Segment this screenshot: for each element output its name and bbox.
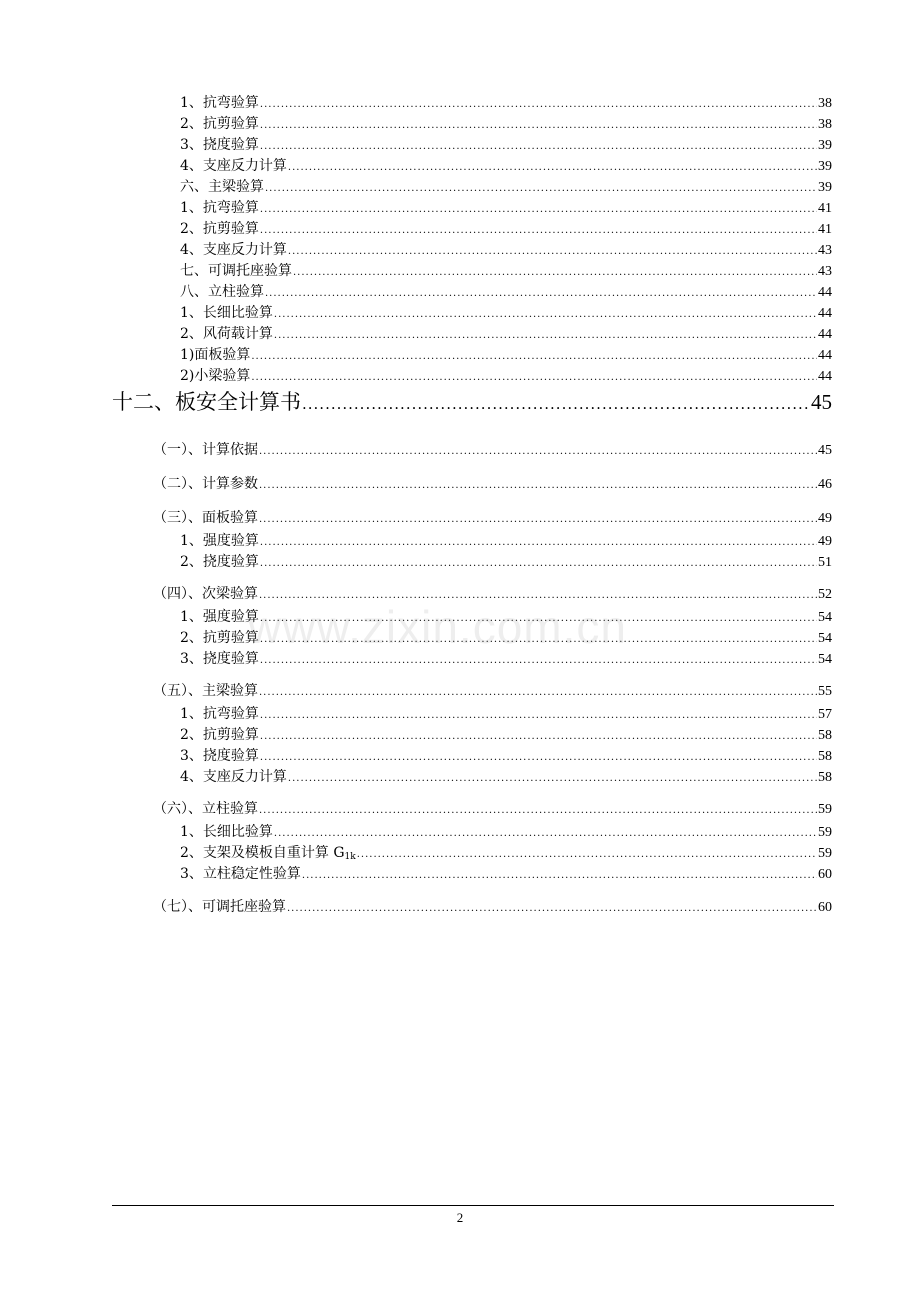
subscript: 1k [344,852,356,862]
toc-leader-dots [302,391,810,417]
toc-leader-dots [274,327,817,345]
toc-entry-label: 3、立柱稳定性验算 [180,866,301,882]
toc-entry[interactable] [180,747,832,767]
toc-entry-page: 41 [818,201,832,216]
toc-entry-label: 八、立柱验算 [180,284,264,300]
footer-divider [112,1205,834,1206]
toc-entry-page: 39 [818,180,832,195]
toc-entry[interactable] [180,705,832,725]
toc-entry[interactable] [180,346,832,366]
toc-leader-dots [260,555,817,573]
toc-leader-dots [357,846,817,864]
toc-chapter-page: 45 [811,390,832,414]
toc-entry-page: 54 [818,631,832,646]
toc-leader-dots [259,684,817,702]
toc-section-page: 49 [818,511,832,526]
page-number: 2 [456,1210,464,1225]
toc-entry-page: 44 [818,348,832,363]
toc-entry[interactable] [180,178,832,198]
toc-entry-page: 44 [818,285,832,300]
toc-entry[interactable] [180,157,832,177]
toc-entry-page: 49 [818,534,832,549]
toc-entry-label: 2、抗剪验算 [180,727,259,743]
toc-entry[interactable] [180,844,832,866]
toc-leader-dots [260,138,817,156]
toc-entry[interactable] [180,629,832,649]
toc-leader-dots [260,652,817,670]
toc-entry-label: 2、抗剪验算 [180,116,259,132]
toc-entry[interactable] [180,199,832,219]
toc-entry-page: 44 [818,327,832,342]
toc-entry-label: 2、抗剪验算 [180,630,259,646]
toc-entry[interactable] [180,865,832,885]
toc-entry-page: 54 [818,610,832,625]
toc-section-label: （三）、面板验算 [153,510,258,526]
toc-entry-page: 43 [818,264,832,279]
toc-entry[interactable] [180,304,832,324]
toc-leader-dots [260,222,817,240]
toc-leader-dots [251,369,817,387]
toc-chapter-label: 十二、板安全计算书 [112,390,301,414]
toc-entry-label: 1、强度验算 [180,533,259,549]
toc-entry[interactable] [180,367,832,387]
toc-section-label: （四）、次梁验算 [153,586,258,602]
toc-entry-label: 1、长细比验算 [180,305,273,321]
toc-entry[interactable] [180,608,832,628]
toc-leader-dots [293,264,817,282]
toc-section-entry[interactable] [153,441,832,461]
toc-section-label: （二）、计算参数 [153,476,258,492]
toc-entry-label: 3、挠度验算 [180,748,259,764]
toc-entry-label: 2、风荷载计算 [180,326,273,342]
toc-entry-label: 1、强度验算 [180,609,259,625]
toc-entry-page: 58 [818,749,832,764]
toc-entry[interactable] [180,115,832,135]
toc-entry-page: 59 [818,825,832,840]
toc-entry[interactable] [180,650,832,670]
toc-section-entry[interactable] [153,509,832,529]
toc-entry-page: 59 [818,846,832,861]
toc-entry-page: 58 [818,728,832,743]
toc-entry-page: 39 [818,138,832,153]
toc-leader-dots [260,117,817,135]
toc-leader-dots [274,306,817,324]
toc-leader-dots [259,802,817,820]
toc-entry-page: 54 [818,652,832,667]
toc-leader-dots [259,511,817,529]
toc-section-entry[interactable] [153,585,832,605]
toc-entry-page: 43 [818,243,832,258]
toc-leader-dots [302,867,817,885]
toc-entry[interactable] [180,94,832,114]
toc-entry-label: 2)小梁验算 [180,368,251,384]
toc-leader-dots [260,534,817,552]
toc-section-label: （六）、立柱验算 [153,801,258,817]
toc-entry-label: 2、挠度验算 [180,554,259,570]
toc-entry-page: 58 [818,770,832,785]
toc-section-label: （五）、主梁验算 [153,683,258,699]
toc-section-entry[interactable] [153,800,832,820]
toc-entry-label: 1、抗弯验算 [180,95,259,111]
toc-entry-label: 4、支座反力计算 [180,769,287,785]
toc-section-page: 60 [818,900,832,915]
toc-leader-dots [260,728,817,746]
toc-entry-page: 57 [818,707,832,722]
toc-leader-dots [265,180,817,198]
toc-leader-dots [259,477,817,495]
toc-entry-page: 39 [818,159,832,174]
toc-chapter-entry[interactable] [112,389,832,417]
toc-entry-label: 1、抗弯验算 [180,706,259,722]
toc-entry[interactable] [180,553,832,573]
watermark: www.zixin.com.cn [248,601,627,653]
toc-section-page: 55 [818,684,832,699]
toc-leader-dots [288,159,817,177]
toc-leader-dots [260,96,817,114]
toc-entry-label: 4、支座反力计算 [180,242,287,258]
toc-section-label: （七）、可调托座验算 [153,899,286,915]
toc-entry[interactable] [180,283,832,303]
toc-entry[interactable] [180,726,832,746]
toc-entry[interactable] [180,823,832,843]
toc-section-page: 46 [818,477,832,492]
toc-section-entry[interactable] [153,898,832,918]
toc-leader-dots [265,285,817,303]
toc-entry-label: 2、支架及模板自重计算 $G_{1k}$ [180,845,356,862]
toc-entry-label: 1)面板验算 [180,347,251,363]
toc-entry-label: 3、挠度验算 [180,137,259,153]
toc-leader-dots [260,749,817,767]
toc-section-page: 52 [818,587,832,602]
toc-entry-label: 2、抗剪验算 [180,221,259,237]
toc-section-page: 45 [818,443,832,458]
toc-entry-page: 60 [818,867,832,882]
toc-leader-dots [260,631,817,649]
toc-entry-label: 4、支座反力计算 [180,158,287,174]
toc-entry[interactable] [180,532,832,552]
toc-leader-dots [287,900,817,918]
toc-entry-page: 38 [818,96,832,111]
toc-entry[interactable] [180,220,832,240]
toc-leader-dots [259,587,817,605]
toc-entry-page: 44 [818,369,832,384]
toc-entry-page: 44 [818,306,832,321]
toc-entry[interactable] [180,768,832,788]
toc-entry[interactable] [180,262,832,282]
toc-leader-dots [288,243,817,261]
toc-entry-label: 1、抗弯验算 [180,200,259,216]
toc-leader-dots [288,770,817,788]
toc-leader-dots [260,201,817,219]
toc-entry-page: 38 [818,117,832,132]
toc-entry[interactable] [180,136,832,156]
toc-section-entry[interactable] [153,475,832,495]
toc-leader-dots [274,825,817,843]
toc-entry-label: 3、挠度验算 [180,651,259,667]
toc-entry-page: 41 [818,222,832,237]
toc-entry[interactable] [180,325,832,345]
toc-entry[interactable] [180,241,832,261]
toc-section-page: 59 [818,802,832,817]
toc-entry-page: 51 [818,555,832,570]
toc-entry-label: 1、长细比验算 [180,824,273,840]
toc-section-entry[interactable] [153,682,832,702]
toc-leader-dots [260,610,817,628]
toc-leader-dots [259,443,817,461]
toc-leader-dots [251,348,817,366]
toc-leader-dots [260,707,817,725]
toc-entry-label: 六、主梁验算 [180,179,264,195]
toc-section-label: （一）、计算依据 [153,442,258,458]
toc-entry-label: 七、可调托座验算 [180,263,292,279]
